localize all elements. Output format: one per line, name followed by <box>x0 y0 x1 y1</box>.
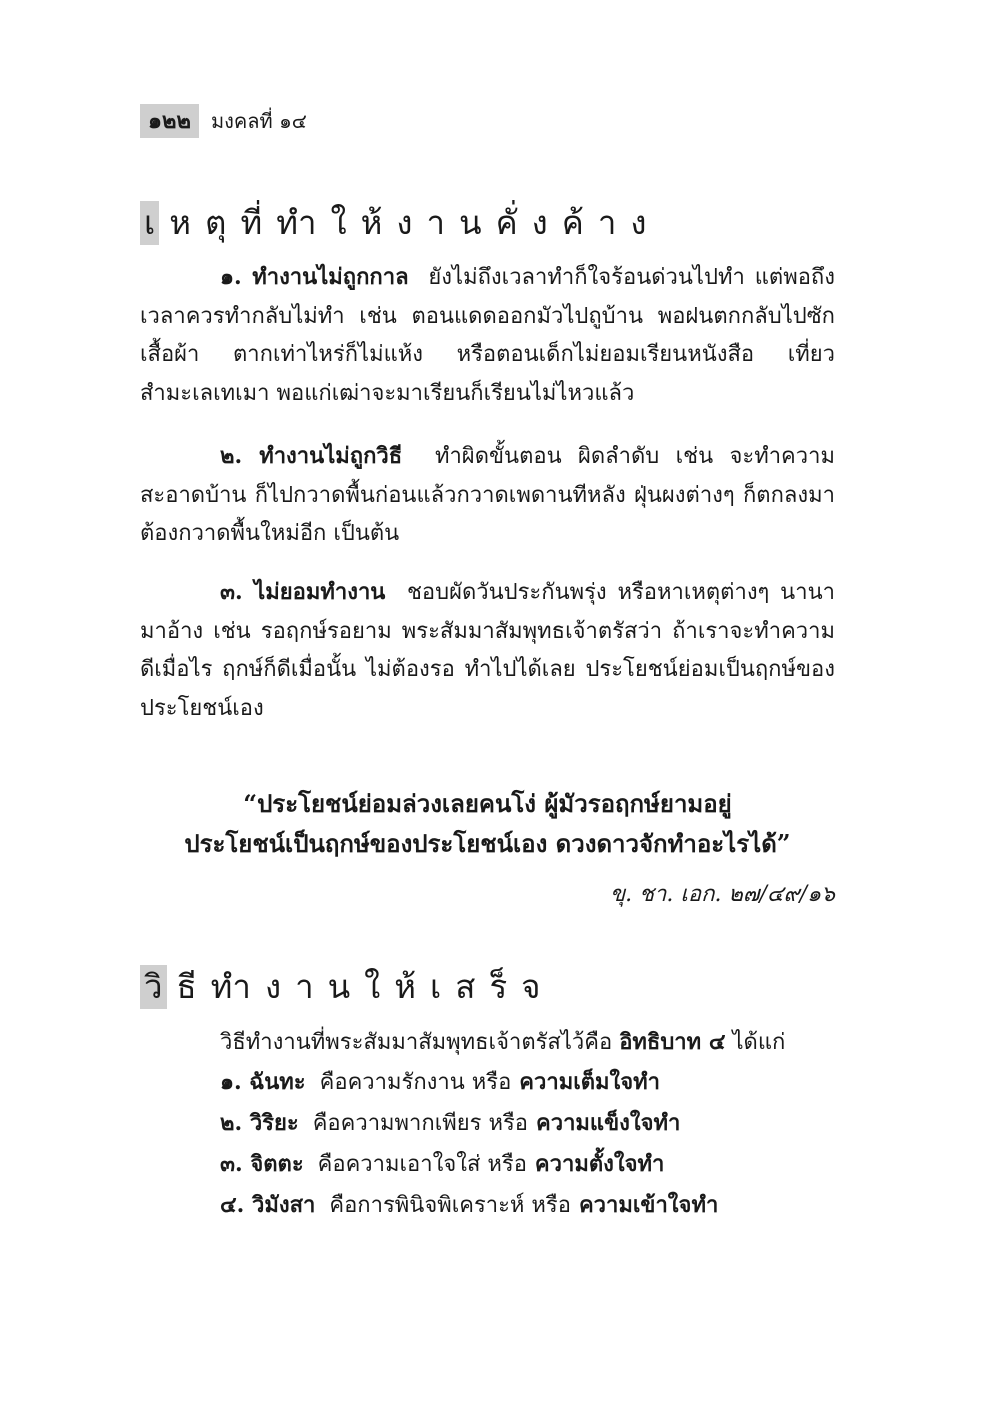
cause-text: ยังไม่ถึงเวลาทำก็ใจร้อนด่วนไปทำ แต่พอถึงเวลาควรทำกลับไม่ทำ เช่น ตอนแดดออกมัวไปถูบ้าน พอฝนตกกลับไปซักเสื้อผ้า ตากเท่าไหร่ก็ไม่แห้ง หรือตอนเด็กไม่ยอมเรียนหนังสือ เที่ยวสำมะเลเทเมา พอแก่เฒ่าจะมาเรียนก็เรียนไม่ไหวแล้ว <box>140 265 835 406</box>
list-desc: คือความเอาใจใส่ หรือ <box>317 1152 527 1177</box>
paragraph-cause-2 <box>140 437 835 554</box>
list-emphasis: ความเข้าใจทำ <box>578 1192 719 1218</box>
section-title-initial: วิ <box>140 965 167 1009</box>
cause-text: ทำผิดขั้นตอน ผิดลำดับ เช่น จะทำความสะอาดบ้าน ก็ไปกวาดพื้นก่อนแล้วกวาดเพดานทีหลัง ฝุ่นผงต่างๆ ก็ตกลงมาต้องกวาดพื้นใหม่อีก เป็นต้น <box>140 444 835 546</box>
paragraph-cause-3 <box>140 573 835 728</box>
list-term: ๒. วิริยะ <box>220 1110 299 1136</box>
list-term: ๑. ฉันทะ <box>220 1069 306 1095</box>
section-title-causes <box>140 196 660 249</box>
book-page <box>140 0 835 1415</box>
quote-citation: ขุ. ชา. เอก. ๒๗/๔๙/๑๖ <box>610 882 835 907</box>
iddhipada-list <box>220 1061 835 1225</box>
quote-line-2: ประโยชน์เป็นฤกษ์ของประโยชน์เอง ดวงดาวจักทำอะไรได้” <box>184 829 791 858</box>
section-title-method <box>140 960 555 1013</box>
list-term: ๔. วิมังสา <box>220 1192 316 1218</box>
list-emphasis: ความตั้งใจทำ <box>534 1151 665 1177</box>
chapter-label: มงคลที่ ๑๔ <box>210 109 307 133</box>
list-emphasis: ความแข็งใจทำ <box>536 1110 681 1136</box>
quote-line-1: “ประโยชน์ย่อมล่วงเลยคนโง่ ผู้มัวรอฤกษ์ยามอยู่ <box>243 789 732 818</box>
section-title-text: ธีทำงานให้เสร็จ <box>176 967 555 1006</box>
intro-bold: อิทธิบาท ๔ <box>619 1029 726 1055</box>
list-emphasis: ความเต็มใจทำ <box>519 1069 661 1095</box>
list-desc: คือความพากเพียร หรือ <box>312 1111 528 1136</box>
cause-label: ๒. ทำงานไม่ถูกวิธี <box>220 443 403 469</box>
intro-tail: ได้แก่ <box>732 1030 786 1055</box>
list-item <box>220 1184 835 1225</box>
cause-text: ชอบผัดวันประกันพรุ่ง หรือหาเหตุต่างๆ นานามาอ้าง เช่น รอฤกษ์รอยาม พระสัมมาสัมพุทธเจ้าตรัสว่า ถ้าเราจะทำความดีเมื่อไร ฤกษ์ก็ดีเมื่อนั้น ไม่ต้องรอ ทำไปได้เลย ประโยชน์ย่อมเป็นฤกษ์ของประโยชน์เอง <box>140 580 835 721</box>
list-desc: คือความรักงาน หรือ <box>319 1070 512 1095</box>
section-title-text: หตุที่ทำให้งานคั่งค้าง <box>169 203 661 242</box>
section-title-initial: เ <box>140 201 159 245</box>
method-intro <box>220 1024 835 1059</box>
list-item <box>220 1102 835 1143</box>
list-desc: คือการพินิจพิเคราะห์ หรือ <box>329 1193 571 1218</box>
paragraph-cause-1 <box>140 258 835 413</box>
quote-block <box>140 784 835 864</box>
page-header <box>140 104 307 138</box>
list-term: ๓. จิตตะ <box>220 1151 304 1177</box>
list-item <box>220 1061 835 1102</box>
intro-text: วิธีทำงานที่พระสัมมาสัมพุทธเจ้าตรัสไว้คือ <box>220 1030 613 1055</box>
list-item <box>220 1143 835 1184</box>
cause-label: ๑. ทำงานไม่ถูกกาล <box>220 264 409 290</box>
cause-label: ๓. ไม่ยอมทำงาน <box>220 579 386 605</box>
page-number: ๑๒๒ <box>140 104 199 138</box>
